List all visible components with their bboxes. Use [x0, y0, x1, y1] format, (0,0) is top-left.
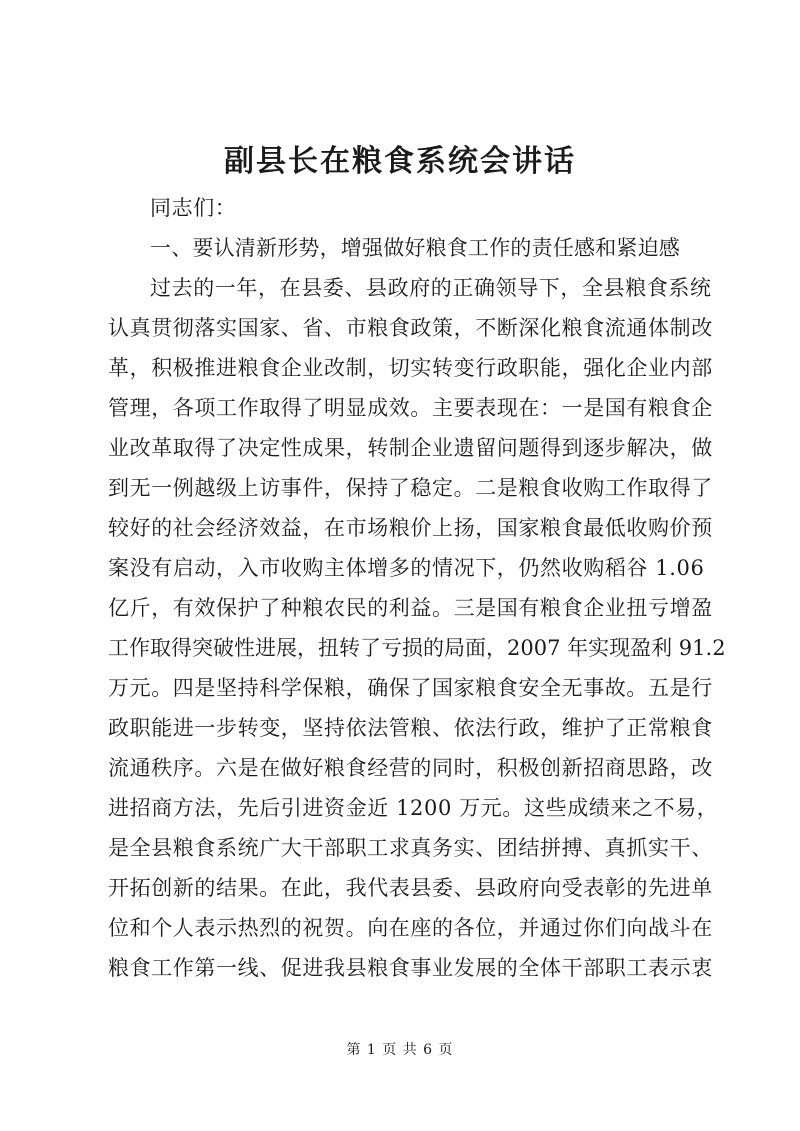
- body-line: 过去的一年，在县委、县政府的正确领导下，全县粮食系统: [150, 276, 712, 300]
- body-line: 到无一例越级上访事件，保持了稳定。二是粮食收购工作取得了: [108, 476, 713, 500]
- body-line: 进招商方法，先后引进资金近 1200 万元。这些成绩来之不易，: [108, 796, 719, 820]
- body-line: 粮食工作第一线、促进我县粮食事业发展的全体干部职工表示衷: [108, 956, 713, 980]
- body-line: 较好的社会经济效益，在市场粮价上扬，国家粮食最低收购价预: [108, 516, 713, 540]
- body-line: 万元。四是坚持科学保粮，确保了国家粮食安全无事故。五是行: [108, 676, 713, 700]
- body-line: 流通秩序。六是在做好粮食经营的同时，积极创新招商思路，改: [108, 756, 713, 780]
- body-line: 业改革取得了决定性成果，转制企业遗留问题得到逐步解决，做: [108, 436, 713, 460]
- document-title: 副县长在粮食系统会讲话: [224, 144, 576, 179]
- body-line: 开拓创新的结果。在此，我代表县委、县政府向受表彰的先进单: [108, 876, 713, 900]
- body-line: 认真贯彻落实国家、省、市粮食政策，不断深化粮食流通体制改: [108, 316, 713, 340]
- body-line: 管理，各项工作取得了明显成效。主要表现在：一是国有粮食企: [108, 396, 713, 420]
- section-heading: 一、要认清新形势，增强做好粮食工作的责任感和紧迫感: [150, 236, 680, 260]
- body-line: 是全县粮食系统广大干部职工求真务实、团结拼搏、真抓实干、: [108, 836, 713, 860]
- body-line: 位和个人表示热烈的祝贺。向在座的各位，并通过你们向战斗在: [108, 916, 713, 940]
- page-indicator: 第 1 页 共 6 页: [346, 1042, 454, 1058]
- body-line: 工作取得突破性进展，扭转了亏损的局面，2007 年实现盈利 91.2: [108, 636, 726, 660]
- salutation: 同志们：: [150, 196, 237, 220]
- body-line: 政职能进一步转变，坚持依法管粮、依法行政，维护了正常粮食: [108, 716, 713, 740]
- body-line: 亿斤，有效保护了种粮农民的利益。三是国有粮食企业扭亏增盈: [108, 596, 713, 620]
- body-line: 案没有启动，入市收购主体增多的情况下，仍然收购稻谷 1.06: [108, 556, 705, 580]
- body-line: 革，积极推进粮食企业改制，切实转变行政职能，强化企业内部: [108, 356, 713, 380]
